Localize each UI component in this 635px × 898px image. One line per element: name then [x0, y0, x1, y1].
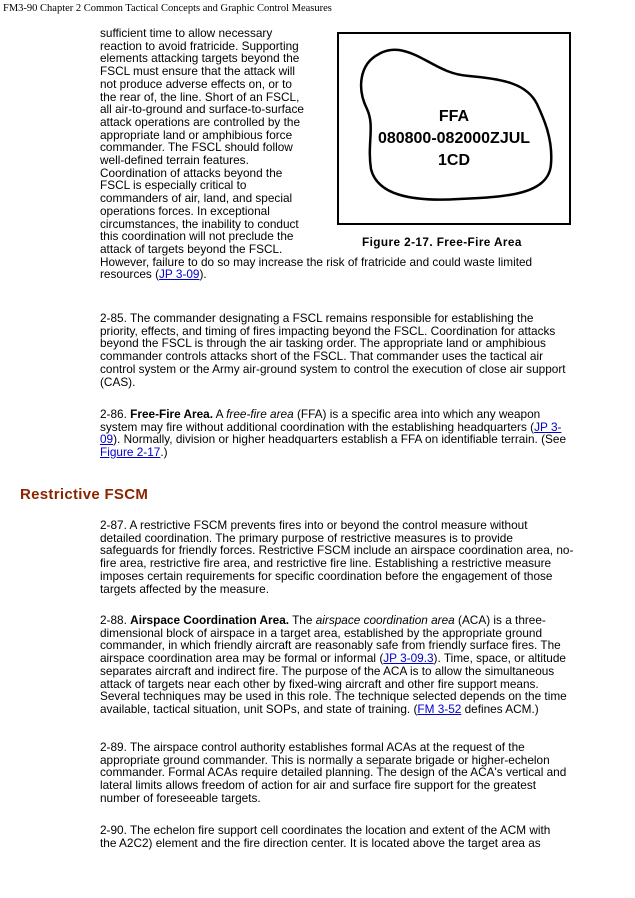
figure-label-unit: 1CD	[437, 152, 470, 169]
paragraph-2-85	[100, 312, 600, 388]
link-jp-3-09-part2[interactable]: 09	[100, 432, 114, 447]
text-line: imposes certain requirements for specific coordination before the engagement of those	[100, 568, 553, 583]
text-line: (CAS).	[100, 374, 136, 389]
text-line: commanders of air, land, and special	[100, 191, 293, 206]
text-line: commander. The FSCL should follow	[100, 140, 293, 155]
text-line: 2-90. The echelon fire support cell coordinates the location and extent of the ACM with	[100, 823, 551, 837]
text-line: Several techniques may be used in this role. The technique selected depends on the time	[100, 689, 567, 704]
paragraph-2-90	[100, 824, 600, 849]
paragraph-2-87	[100, 519, 600, 595]
text-line: 2-85. The commander designating a FSCL remains responsible for establishing the	[100, 311, 534, 325]
text-line: commander. Formal ACAs require detailed planning. The design of the ACA's vertical and	[100, 765, 567, 780]
page-header: FM3-90 Chapter 2 Common Tactical Concepts and Graphic Control Measures	[3, 3, 332, 14]
paragraph-2-88	[100, 614, 600, 716]
text-line: elements attacking targets beyond the	[100, 51, 300, 66]
text-line: not produce adverse effects on, or to	[100, 76, 292, 91]
text-line: control system or the Army air-ground system to control the execution of close air support	[100, 361, 566, 376]
text-line: system may fire without additional coordination with the establishing headquarters (JP 3-	[100, 419, 562, 434]
section-heading: Restrictive FSCM	[20, 486, 149, 503]
text-line: priority, effects, and timing of fires impacting beyond the FSCL. Coordination for attacks	[100, 323, 556, 338]
text-line: number of foreseeable targets.	[100, 790, 261, 805]
text-line: 09). Normally, division or higher headquarters establish a FFA on identifiable terrain. (See	[100, 432, 567, 447]
text-line: targets affected by the measure.	[100, 581, 269, 596]
link-jp-3-09[interactable]: JP 3-09	[159, 267, 200, 282]
link-jp-3-09-3[interactable]: JP 3-09.3	[383, 651, 434, 666]
text-line: attack of targets beyond the FSCL.	[100, 241, 283, 256]
text-line: FSCL must ensure that the attack will	[100, 64, 295, 79]
text-line: commander controls attacks short of the FSCL. That commander uses the tactical air	[100, 349, 544, 364]
text-line: dimensional block of airspace in a target area, established by the appropriate ground	[100, 625, 543, 640]
text-line: circumstances, the inability to conduct	[100, 216, 299, 231]
text-line: the A2C2) element and the fire direction center. It is located above the target area as	[100, 835, 541, 850]
link-figure-2-17[interactable]: Figure 2-17	[100, 445, 161, 460]
text-line: fire area, restrictive fire area, and restrictive fire line. Establishing a restrictive measure	[100, 556, 552, 571]
text-line: Figure 2-17.)	[100, 445, 168, 460]
term-airspace-coordination-area: Airspace Coordination Area.	[130, 613, 290, 627]
link-jp-3-09-part1[interactable]: JP 3-	[534, 419, 562, 434]
figure-caption: Figure 2-17. Free-Fire Area	[362, 235, 522, 249]
text-line: attack of targets near each other by fixed-wing aircraft and other fire support means.	[100, 676, 539, 691]
paragraph-2-89	[100, 741, 600, 805]
text-line: reaction to avoid fratricide. Supporting	[100, 38, 299, 53]
text-line: airspace coordination area may be formal or informal (JP 3-09.3). Time, space, or altitude	[100, 651, 566, 666]
text-line: FSCL is especially critical to	[100, 178, 247, 193]
text-line: However, failure to do so may increase the risk of fratricide and could waste limited	[100, 254, 533, 269]
text-line: detailed coordination. The primary purpose of restrictive measures is to provide	[100, 530, 513, 545]
text-line: the rear of, the line. Short of an FSCL,	[100, 89, 300, 104]
text-line: appropriate ground commander. This is normally a separate brigade or higher-echelon	[100, 752, 550, 767]
text-line: 2-88. Airspace Coordination Area. The airspace coordination area (ACA) is a three-	[100, 613, 546, 627]
figure-label-dtg: 080800-082000ZJUL	[377, 130, 531, 147]
text-line: sufficient time to allow necessary	[100, 26, 273, 40]
text-line: this coordination will not preclude the	[100, 229, 294, 244]
text-line: 2-89. The airspace control authority establishes formal ACAs at the request of the	[100, 740, 525, 754]
text-line: available, tactical situation, unit SOPs, and state of training. (FM 3-52 defines ACM.)	[100, 701, 539, 716]
term-free-fire-area: Free-Fire Area.	[130, 407, 214, 421]
text-line: attack operations are controlled by the	[100, 114, 301, 129]
text-line: separates aircraft and indirect fire. The purpose of the ACA is to allow the simultaneous	[100, 663, 555, 678]
paragraph-2-86	[100, 408, 600, 459]
text-line: 2-86. Free-Fire Area. A free-fire area (FFA) is a specific area into which any weapon	[100, 407, 541, 421]
text-line: appropriate land or amphibious force	[100, 127, 293, 142]
text-line: Coordination of attacks beyond the	[100, 165, 283, 180]
intro-paragraph	[100, 27, 532, 281]
text-line: lateral limits allows freedom of action for air and surface fire support for the greatest	[100, 778, 537, 793]
text-line: commander, in which friendly aircraft are reasonably safe from friendly surface fires. The	[100, 638, 561, 653]
figure-label-ffa: FFA	[438, 108, 470, 125]
text-line: all air-to-ground and surface-to-surface	[100, 102, 304, 117]
text-line: well-defined terrain features.	[100, 153, 249, 168]
text-line: 2-87. A restrictive FSCM prevents fires into or beyond the control measure without	[100, 518, 528, 532]
text-line: resources (JP 3-09).	[100, 267, 207, 282]
text-line: safeguards for friendly forces. Restrictive FSCM include an airspace coordination area, no-	[100, 543, 574, 558]
text-line: beyond the FSCL is through the air tasking order. The appropriate land or amphibious	[100, 336, 546, 351]
link-fm-3-52[interactable]: FM 3-52	[417, 701, 462, 716]
text-line: operations forces. In exceptional	[100, 203, 270, 218]
